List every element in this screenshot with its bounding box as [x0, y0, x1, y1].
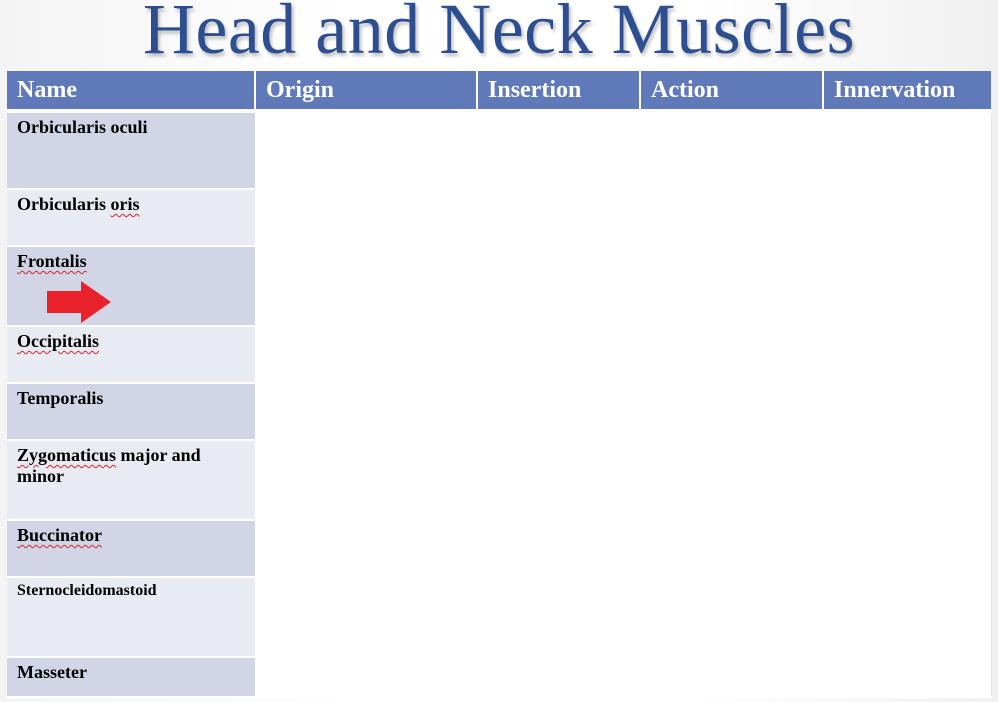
muscle-name: [7, 189, 255, 246]
muscle-name-text: Buccinator: [17, 525, 102, 545]
header-insertion: Insertion: [477, 71, 640, 111]
muscle-table: [7, 71, 992, 698]
header-row: [7, 71, 991, 111]
muscle-name: [7, 657, 255, 697]
muscle-name-text: Masseter: [17, 662, 87, 682]
muscle-name-text: major and minor: [17, 445, 201, 486]
muscle-name-text: Orbicularis: [17, 194, 111, 214]
muscle-name-text: Frontalis: [17, 251, 87, 271]
muscle-name-text-misspelled: Zygomaticus: [17, 445, 116, 465]
muscle-name-text: Orbicularis oculi: [17, 117, 148, 137]
empty-details-area: [255, 111, 991, 697]
header-action: Action: [640, 71, 823, 111]
red-right-arrow-icon: [47, 281, 111, 323]
muscle-name: [7, 520, 255, 577]
muscle-name: [7, 246, 255, 326]
muscle-name: [7, 111, 255, 189]
muscle-name-text: Occipitalis: [17, 331, 99, 351]
slide-title: Head and Neck Muscles: [142, 0, 856, 69]
muscle-name: [7, 326, 255, 383]
muscle-name: [7, 577, 255, 657]
muscle-name: [7, 440, 255, 520]
header-origin: Origin: [255, 71, 477, 111]
muscle-name-text-misspelled: oris: [110, 194, 140, 214]
muscle-name-text: Temporalis: [17, 388, 104, 408]
header-innervation: Innervation: [823, 71, 991, 111]
header-name: Name: [7, 71, 255, 111]
muscle-name-text: Sternocleidomastoid: [17, 582, 157, 599]
table-row: [7, 111, 991, 189]
muscle-name: [7, 383, 255, 440]
